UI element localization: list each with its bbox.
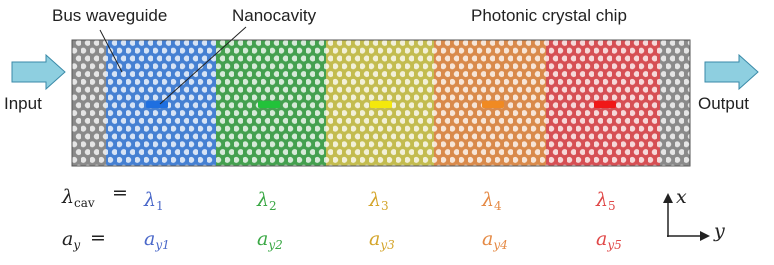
nanocavity-label: Nanocavity xyxy=(232,6,317,25)
lambda-1: $\lambda_1$ xyxy=(144,189,164,213)
ay-label: $a_y$ xyxy=(62,228,81,252)
axis-x-label: x xyxy=(676,186,687,208)
nanocavity-1 xyxy=(146,101,168,108)
input-label: Input xyxy=(4,94,42,113)
lambda-2: $\lambda_2$ xyxy=(257,189,277,213)
lambda-cav-label: $\lambda_{cav}$ xyxy=(62,186,95,210)
lambda-4: $\lambda_4$ xyxy=(482,189,502,213)
nanocavity-5 xyxy=(594,101,616,108)
output-arrow-icon xyxy=(705,55,758,89)
axis-y-label: y xyxy=(714,220,725,242)
nanocavity-4 xyxy=(482,101,504,108)
ay-1: $a_{y1}$ xyxy=(144,228,170,252)
ay-5: $a_{y5}$ xyxy=(596,228,622,252)
y-axis-arrowhead-icon xyxy=(700,231,710,241)
ay-4: $a_{y4}$ xyxy=(482,228,508,252)
lambda-3: $\lambda_3$ xyxy=(369,189,389,213)
output-label: Output xyxy=(698,94,750,113)
x-axis-arrowhead-icon xyxy=(663,193,673,203)
ay-3: $a_{y3}$ xyxy=(369,228,395,252)
lambda-equals: = xyxy=(112,182,128,204)
bus-waveguide-label: Bus waveguide xyxy=(52,6,168,25)
chip-label: Photonic crystal chip xyxy=(471,6,627,25)
lambda-5: $\lambda_5$ xyxy=(596,189,616,213)
ay-equals: = xyxy=(90,227,106,249)
nanocavity-3 xyxy=(370,101,392,108)
nanocavity-2 xyxy=(258,101,280,108)
input-arrow-icon xyxy=(12,55,65,89)
ay-2: $a_{y2}$ xyxy=(257,228,283,252)
